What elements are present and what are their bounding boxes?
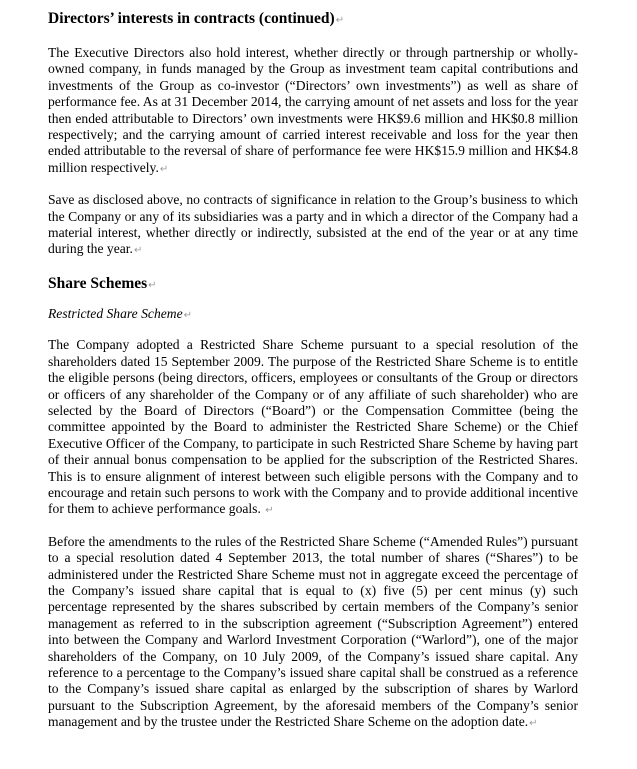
paragraph-mark-icon: ↵ — [529, 718, 538, 730]
paragraph-mark-icon: ↵ — [133, 245, 143, 257]
paragraph-mark-icon: ↵ — [159, 163, 169, 175]
paragraph-scheme-limit: Before the amendments to the rules of the Restricted Share Scheme (“Amended Rules”) pursuant to a special resolution dated 4 September 2013, the total number of shares (“Shares”) to be administered under the Restricted Share Scheme must not in aggregate exceed the percentage of the Company’s issued share capital that is equal to (x) five (5) per cent minus (y) such percentage represented by the shares subscribed by certain members of the Company’s senior management as referred to in the subscription agreement (“Subscription Agreement”) entered into between the Company and Warlord Investment Corporation (“Warlord”), one of the major shareholders of the Company, on 10 July 2009, of the Company’s issued share capital. Any reference to a percentage to the Company’s issued share capital shall be construed as a reference to the Company’s issued share capital as enlarged by the subscription of shares by Warlord pursuant to the Subscription Agreement, by the aforesaid members of the Company’s senior management and by the trustee under the Restricted Share Scheme on the adoption date.↵ — [48, 533, 578, 730]
section-heading-directors-interests: Directors’ interests in contracts (continued)↵ — [48, 10, 345, 27]
paragraph-mark-icon: ↵ — [148, 279, 157, 291]
paragraph-mark-icon: ↵ — [335, 15, 345, 26]
section-heading-share-schemes: Share Schemes↵ — [48, 274, 157, 292]
subheading-restricted-share-scheme: Restricted Share Scheme↵ — [48, 305, 193, 321]
document-page — [48, 9, 578, 747]
paragraph-directors-investments: The Executive Directors also hold interest, whether directly or through partnership or wholly-owned company, in funds managed by the Group as investment team capital contributions and investments of the Group as co-investor (“Directors’ own investments”) as well as share of performance fee. As at 31 December 2014, the carrying amount of net assets and loss for the year then ended attributable to Directors’ own investments were HK$9.6 million and HK$0.8 million respectively; and the carrying amount of carried interest receivable and loss for the year then ended attributable to the reversal of share of performance fee were HK$15.9 million and HK$4.8 million respectively.↵ — [48, 45, 578, 175]
paragraph-mark-icon: ↵ — [265, 505, 274, 517]
paragraph-scheme-purpose: The Company adopted a Restricted Share Scheme pursuant to a special resolution of the shareholders dated 15 September 2009. The purpose of the Restricted Share Scheme is to entitle the eligible persons (being directors, officers, employees or consultants of the Group or directors or officers of any shareholder of the Company or of any affiliate of such shareholder) who are selected by the Board of Directors (“Board”) or the Compensation Committee (being the committee appointed by the Board to administer the Restricted Share Scheme) or the Chief Executive Officer of the Company, to participate in such Restricted Share Scheme by having part of their annual bonus compensation to be applied for the subscription of the Restricted Shares. This is to ensure alignment of interest between such eligible persons with the Company and to encourage and retain such persons to work with the Company and to provide additional incentive for them to achieve performance goals. ↵ — [48, 337, 578, 517]
paragraph-contracts-of-significance: Save as disclosed above, no contracts of significance in relation to the Group’s business to which the Company or any of its subsidiaries was a party and in which a director of the Company had a material interest, whether directly or indirectly, subsisted at the end of the year or at any time during the year.↵ — [48, 192, 578, 257]
paragraph-mark-icon: ↵ — [183, 309, 193, 321]
